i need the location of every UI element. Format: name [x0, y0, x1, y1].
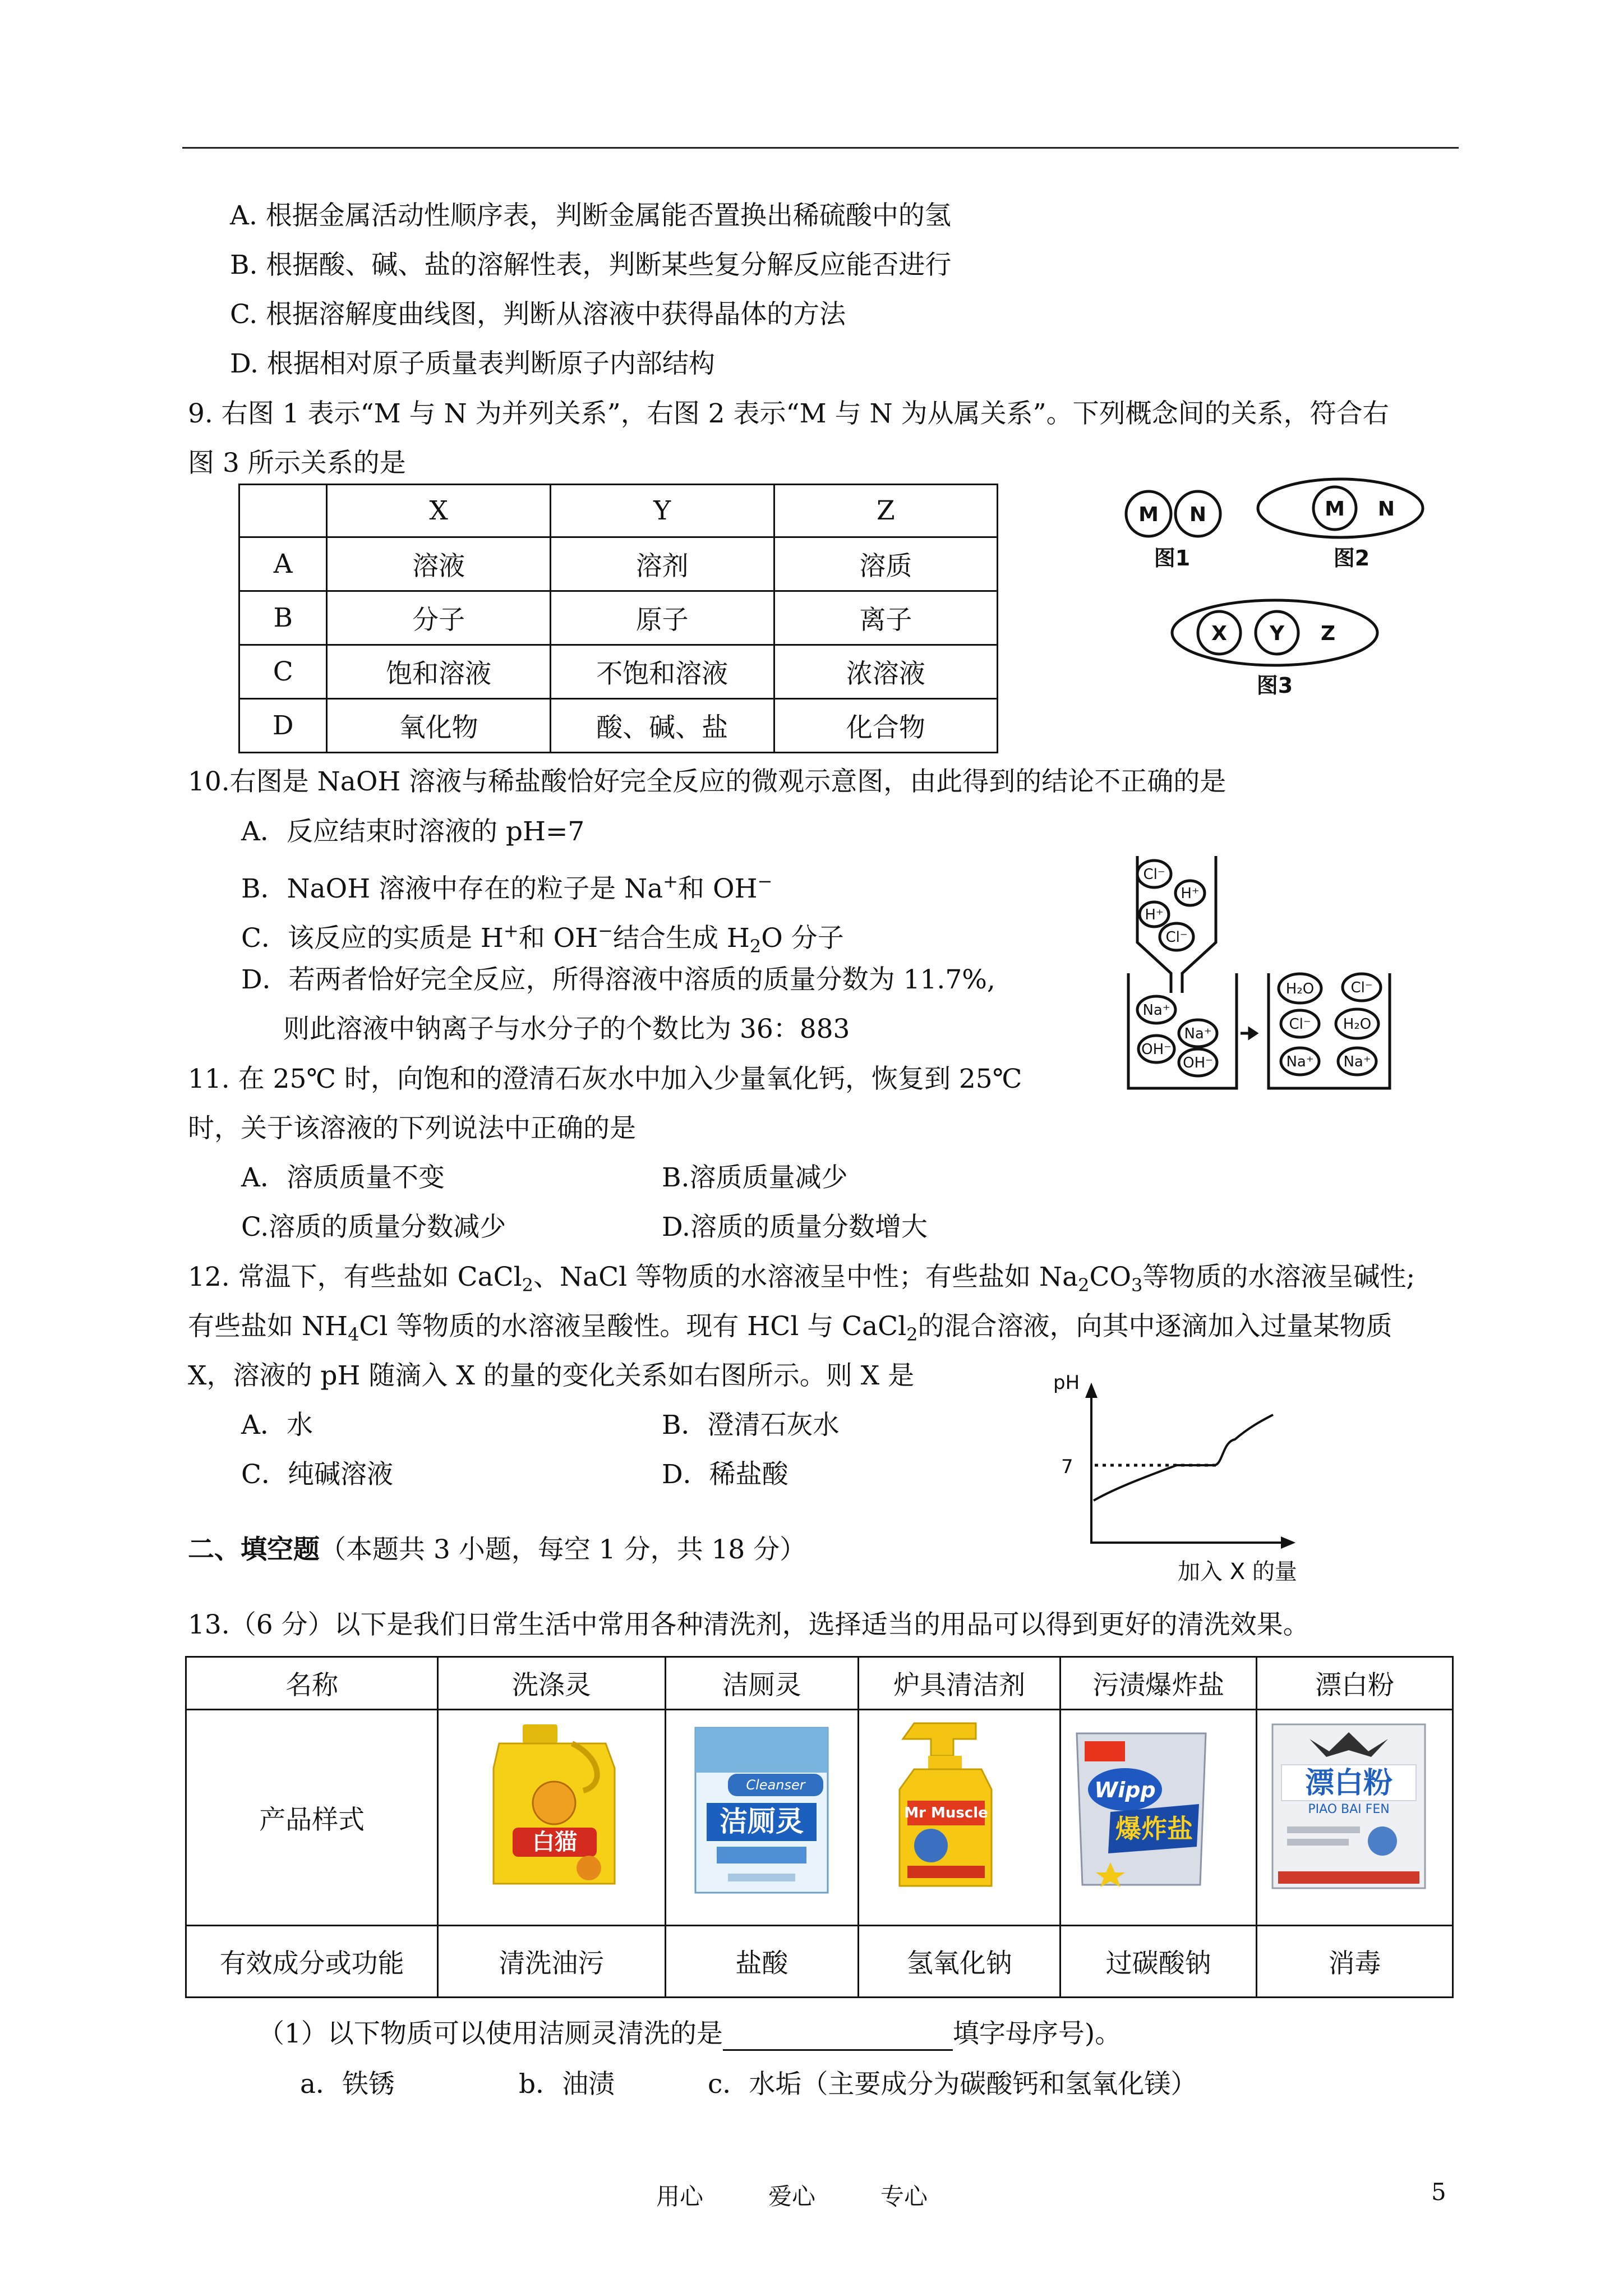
table-cell: 有效成分或功能 [186, 1926, 438, 1998]
q12-option-d: D．稀盐酸 [662, 1459, 789, 1490]
table-cell: 漂白粉 [1257, 1657, 1453, 1710]
ion-cl: Cl⁻ [1350, 979, 1373, 996]
cleanser-en-label: Cleanser [746, 1777, 805, 1793]
molecule-h2o: H₂O [1285, 981, 1315, 997]
q9-stem-line2: 图 3 所示关系的是 [188, 448, 406, 478]
q8-option-b: B. 根据酸、碱、盐的溶解性表，判断某些复分解反应能否进行 [230, 250, 952, 280]
table-cell: 洗涤灵 [438, 1657, 665, 1710]
fig1-n: N [1189, 503, 1207, 526]
q9-header-empty [239, 485, 327, 537]
table-cell: 炉具清洁剂 [859, 1657, 1061, 1710]
graph-seven: 7 [1061, 1456, 1073, 1478]
table-cell: A [239, 537, 327, 591]
q11-option-a: A．溶质质量不变 [241, 1162, 445, 1193]
ion-na: Na⁺ [1286, 1053, 1314, 1070]
bleaching-powder-bag-image [1270, 1722, 1427, 1890]
oven-cleaner-brand: Mr Muscle [904, 1805, 988, 1821]
ion-h: H⁺ [1181, 885, 1200, 902]
q10-stem: 10.右图是 NaOH 溶液与稀盐酸恰好完全反应的微观示意图，由此得到的结论不正确的是 [188, 766, 1227, 797]
header-rule [182, 147, 1459, 149]
q11-option-c: C.溶质的质量分数减少 [241, 1212, 506, 1243]
table-cell: 盐酸 [665, 1926, 859, 1998]
q8-option-d: D. 根据相对原子质量表判断原子内部结构 [230, 348, 715, 379]
table-cell: 清洗油污 [438, 1926, 665, 1998]
detergent-bottle-image [488, 1723, 620, 1892]
q13-answer-blank[interactable] [723, 2024, 953, 2051]
table-cell: 离子 [774, 591, 997, 645]
q11-option-b: B.溶质质量减少 [662, 1162, 848, 1193]
q13-sub1: （1）以下物质可以使用洁厕灵清洗的是 填字母序号)。 [258, 2017, 1121, 2051]
ion-na: Na⁺ [1343, 1053, 1371, 1070]
fig2-caption: 图2 [1333, 546, 1370, 570]
table-cell: 溶液 [327, 537, 550, 591]
table-cell: 饱和溶液 [327, 645, 550, 699]
q8-option-c: C. 根据溶解度曲线图，判断从溶液中获得晶体的方法 [230, 299, 846, 330]
q9-header-z: Z [774, 485, 997, 537]
q10-option-b: B．NaOH 溶液中存在的粒子是 Na+和 OH− [241, 871, 773, 904]
q8-option-a: A. 根据金属活动性顺序表，判断金属能否置换出稀硫酸中的氢 [230, 200, 951, 231]
fig3-y: Y [1269, 622, 1285, 645]
footer-text-2: 爱心 [768, 2183, 816, 2210]
q13-opt-c: c．水垢（主要成分为碳酸钙和氢氧化镁） [708, 2069, 1197, 2100]
fig1-caption: 图1 [1154, 546, 1191, 570]
q12-stem-line1: 12. 常温下，有些盐如 CaCl$_2$、NaCl 等物质的水溶液呈中性；有些盐如 $Na_2CO_3$等物质的水溶液呈碱性; [188, 1262, 1415, 1296]
table-cell: 氢氧化钠 [859, 1926, 1061, 1998]
page-number: 5 [1431, 2178, 1446, 2206]
q9-table [238, 484, 998, 753]
fig2-m: M [1325, 498, 1345, 521]
table-cell: 洁厕灵 [665, 1657, 859, 1710]
fig3-caption: 图3 [1256, 673, 1293, 698]
ion-h: H⁺ [1145, 907, 1164, 923]
fig1-m: M [1138, 503, 1159, 526]
q12-ph-graph [1038, 1363, 1340, 1588]
graph-xlabel: 加入 X 的量 [1178, 1559, 1297, 1585]
table-cell: 溶剂 [550, 537, 774, 591]
q9-header-y: Y [550, 485, 774, 537]
stain-remover-name: 爆炸盐 [1115, 1814, 1193, 1844]
ion-oh: OH⁻ [1183, 1055, 1213, 1071]
table-cell: 污渍爆炸盐 [1061, 1657, 1257, 1710]
ion-oh: OH⁻ [1141, 1041, 1172, 1058]
detergent-brand: 白猫 [532, 1829, 577, 1855]
q12-stem-line3: X，溶液的 pH 随滴入 X 的量的变化关系如右图所示。则 X 是 [188, 1360, 915, 1391]
table-cell: D [239, 699, 327, 753]
footer-text-3: 专心 [880, 2183, 928, 2210]
table-cell: 不饱和溶液 [550, 645, 774, 699]
bleach-pinyin: PIAO BAI FEN [1308, 1802, 1390, 1816]
q13-stem: 13.（6 分）以下是我们日常生活中常用各种清洗剂，选择适当的用品可以得到更好的清洗效果。 [188, 1609, 1310, 1640]
oven-cleaner-spray-image [892, 1722, 998, 1890]
fig3-z: Z [1320, 622, 1336, 645]
table-cell: 产品样式 [186, 1710, 438, 1926]
table-cell: 化合物 [774, 699, 997, 753]
q11-stem-line2: 时，关于该溶液的下列说法中正确的是 [188, 1113, 636, 1144]
q10-reaction-diagram [1122, 853, 1447, 1094]
cleanser-brand: 洁厕灵 [720, 1805, 804, 1838]
table-cell: 消毒 [1257, 1926, 1453, 1998]
q11-stem-line1: 11. 在 25℃ 时，向饱和的澄清石灰水中加入少量氧化钙，恢复到 25℃ [188, 1064, 1022, 1094]
ion-na: Na⁺ [1184, 1025, 1212, 1042]
q12-option-a: A．水 [241, 1410, 313, 1441]
q9-set-diagrams [1116, 477, 1464, 707]
table-cell: 溶质 [774, 537, 997, 591]
ion-cl: Cl⁻ [1143, 866, 1165, 883]
bleach-brand: 漂白粉 [1304, 1766, 1393, 1800]
stain-remover-bag-image [1071, 1728, 1211, 1890]
table-cell: 名称 [186, 1657, 438, 1710]
table-cell: 酸、碱、盐 [550, 699, 774, 753]
table-cell: 氧化物 [327, 699, 550, 753]
q10-option-a: A．反应结束时溶液的 pH=7 [241, 816, 585, 847]
table-cell: 浓溶液 [774, 645, 997, 699]
q12-option-c: C．纯碱溶液 [241, 1459, 393, 1490]
ion-cl: Cl⁻ [1165, 929, 1188, 946]
q9-header-x: X [327, 485, 550, 537]
molecule-h2o: H₂O [1343, 1016, 1372, 1033]
table-cell: B [239, 591, 327, 645]
section-2-heading: 二、填空题（本题共 3 小题，每空 1 分，共 18 分） [188, 1534, 806, 1565]
table-cell: 原子 [550, 591, 774, 645]
graph-ylabel: pH [1053, 1372, 1080, 1394]
table-cell: 过碳酸钠 [1061, 1926, 1257, 1998]
stain-remover-brand: Wipp [1094, 1778, 1156, 1802]
fig2-n: N [1377, 498, 1395, 521]
q12-option-b: B．澄清石灰水 [662, 1410, 840, 1441]
toilet-cleanser-image [694, 1727, 829, 1894]
q13-opt-b: b．油渍 [519, 2069, 615, 2100]
table-cell: C [239, 645, 327, 699]
q9-stem-line1: 9. 右图 1 表示“M 与 N 为并列关系”，右图 2 表示“M 与 N 为从属关系”。下列概念间的关系，符合右 [188, 398, 1389, 429]
ion-na: Na⁺ [1142, 1002, 1170, 1019]
q10-option-d-line2: 则此溶液中钠离子与水分子的个数比为 36：883 [283, 1014, 850, 1045]
ion-cl: Cl⁻ [1289, 1016, 1311, 1033]
q13-opt-a: a．铁锈 [300, 2069, 395, 2100]
fig3-x: X [1211, 622, 1227, 645]
q11-option-d: D.溶质的质量分数增大 [662, 1212, 928, 1243]
footer-text-1: 用心 [656, 2183, 704, 2210]
q10-option-d-line1: D．若两者恰好完全反应，所得溶液中溶质的质量分数为 11.7%, [241, 964, 995, 995]
q12-stem-line2: 有些盐如 $NH_4Cl$ 等物质的水溶液呈酸性。现有 HCl 与 CaCl$_2$的混合溶液，向其中逐滴加入过量某物质 [188, 1311, 1393, 1345]
q10-option-c: C．该反应的实质是 H+和 OH−结合生成 $H_2O$ 分子 [241, 920, 844, 957]
table-cell: 分子 [327, 591, 550, 645]
